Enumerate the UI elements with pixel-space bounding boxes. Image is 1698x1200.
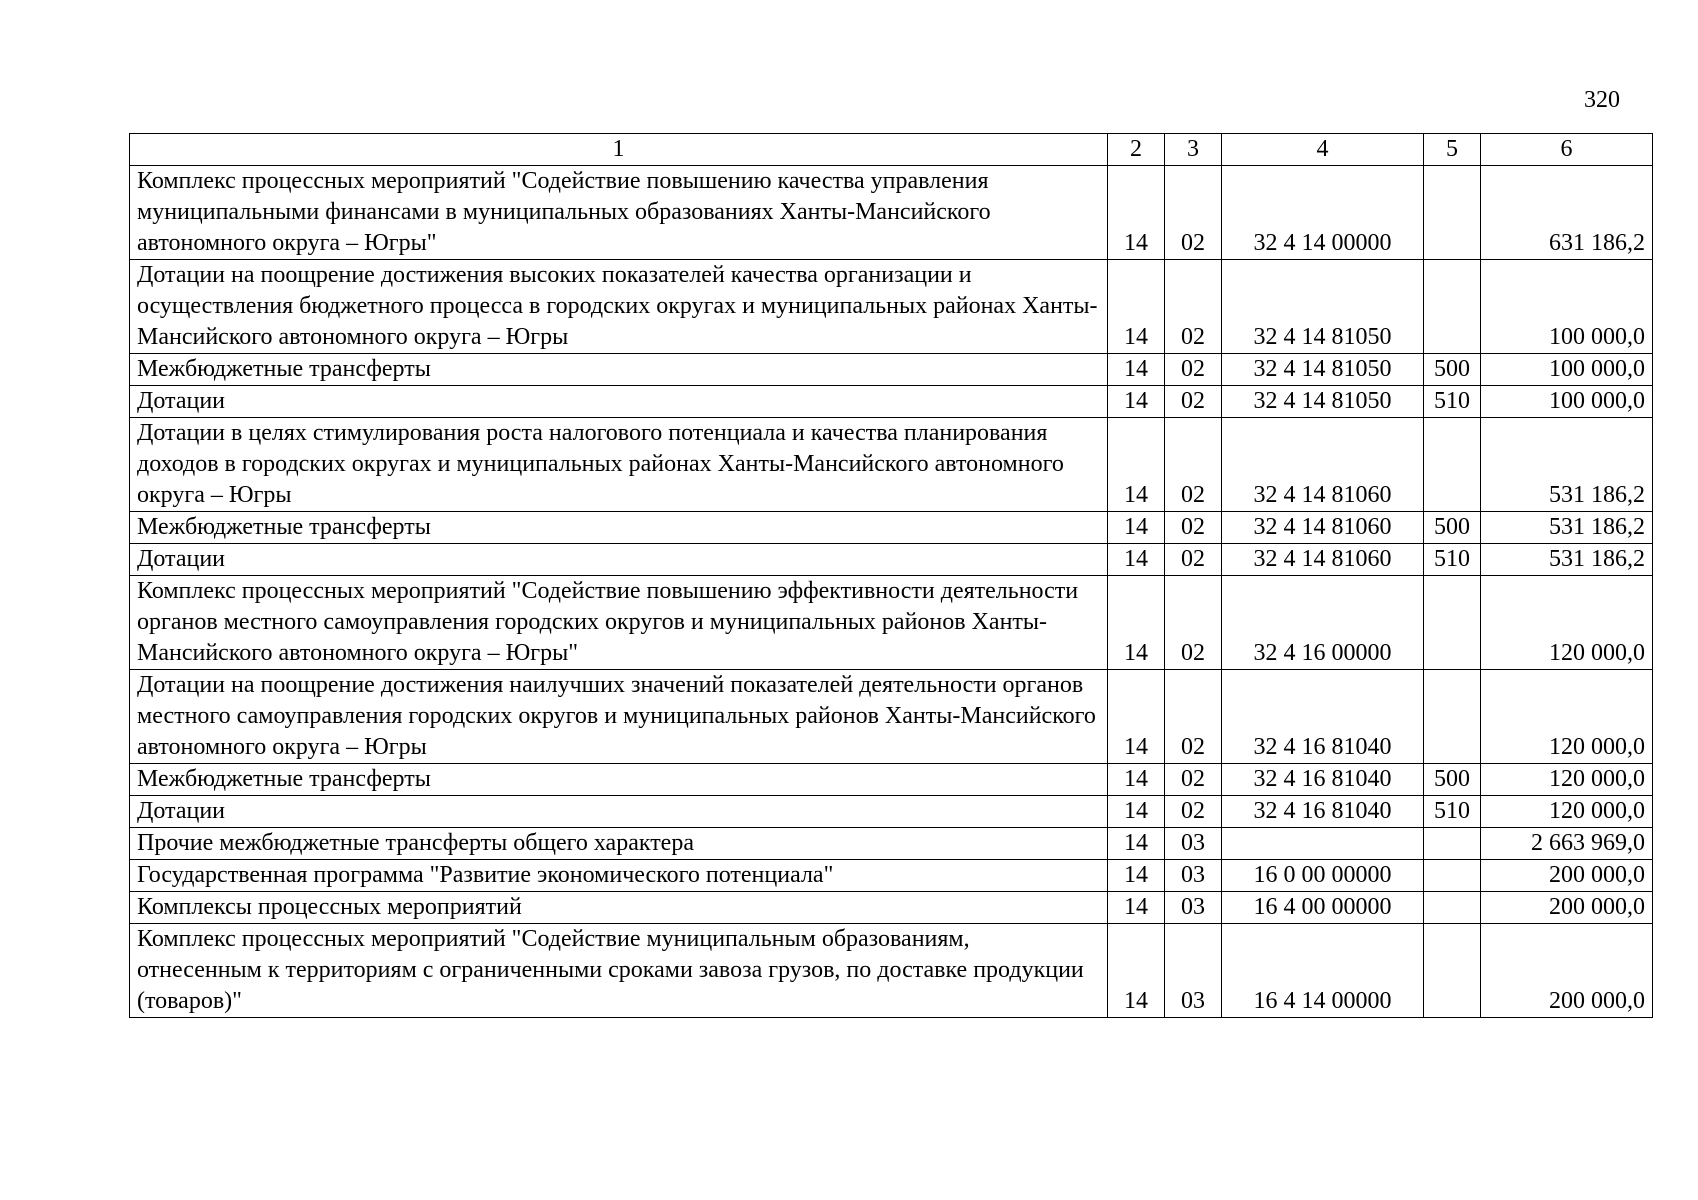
- row-section: 14: [1108, 576, 1165, 670]
- row-section: 14: [1108, 796, 1165, 828]
- row-target-article: 32 4 16 00000: [1222, 576, 1424, 670]
- row-name: Дотации: [130, 796, 1108, 828]
- row-target-article: 32 4 14 81050: [1222, 354, 1424, 386]
- row-target-article: 32 4 16 81040: [1222, 796, 1424, 828]
- row-subsection: 02: [1165, 576, 1222, 670]
- row-name: Комплексы процессных мероприятий: [130, 892, 1108, 924]
- row-amount: 2 663 969,0: [1481, 828, 1653, 860]
- table-row: [130, 418, 1653, 512]
- row-section: 14: [1108, 924, 1165, 1018]
- table-row: [130, 796, 1653, 828]
- row-name: Комплекс процессных мероприятий "Содействие повышению эффективности деятельности органов местного самоуправления городских округов и муниципальных районов Ханты-Мансийского автономного округа – Югры": [130, 576, 1108, 670]
- row-expense-type: [1424, 670, 1481, 764]
- header-cell: 4: [1222, 134, 1424, 166]
- budget-table: [129, 133, 1653, 1018]
- row-name: Межбюджетные трансферты: [130, 764, 1108, 796]
- table-row: [130, 544, 1653, 576]
- header-cell: 6: [1481, 134, 1653, 166]
- row-expense-type: [1424, 166, 1481, 260]
- row-subsection: 02: [1165, 796, 1222, 828]
- row-target-article: 32 4 14 81060: [1222, 512, 1424, 544]
- row-target-article: 32 4 16 81040: [1222, 670, 1424, 764]
- row-expense-type: [1424, 828, 1481, 860]
- row-expense-type: 510: [1424, 544, 1481, 576]
- row-target-article: 32 4 14 81060: [1222, 544, 1424, 576]
- header-cell: 5: [1424, 134, 1481, 166]
- row-section: 14: [1108, 764, 1165, 796]
- row-name: Комплекс процессных мероприятий "Содействие муниципальным образованиям, отнесенным к территориям с ограниченными сроками завоза грузов, по доставке продукции (товаров)": [130, 924, 1108, 1018]
- row-section: 14: [1108, 354, 1165, 386]
- row-expense-type: [1424, 892, 1481, 924]
- row-expense-type: 500: [1424, 764, 1481, 796]
- row-amount: 120 000,0: [1481, 670, 1653, 764]
- row-expense-type: [1424, 418, 1481, 512]
- row-amount: 120 000,0: [1481, 796, 1653, 828]
- row-target-article: 16 4 14 00000: [1222, 924, 1424, 1018]
- table-row: [130, 576, 1653, 670]
- row-section: 14: [1108, 386, 1165, 418]
- row-target-article: 16 0 00 00000: [1222, 860, 1424, 892]
- row-name: Дотации на поощрение достижения наилучших значений показателей деятельности органов местного самоуправления городских округов и муниципальных районов Ханты-Мансийского автономного округа – Югры: [130, 670, 1108, 764]
- table-row: [130, 828, 1653, 860]
- row-subsection: 02: [1165, 418, 1222, 512]
- row-expense-type: 510: [1424, 386, 1481, 418]
- row-subsection: 03: [1165, 860, 1222, 892]
- row-target-article: 32 4 14 81060: [1222, 418, 1424, 512]
- row-amount: 631 186,2: [1481, 166, 1653, 260]
- row-amount: 120 000,0: [1481, 764, 1653, 796]
- row-subsection: 02: [1165, 354, 1222, 386]
- row-name: Межбюджетные трансферты: [130, 354, 1108, 386]
- row-name: Межбюджетные трансферты: [130, 512, 1108, 544]
- table-row: [130, 386, 1653, 418]
- row-subsection: 03: [1165, 892, 1222, 924]
- row-expense-type: 500: [1424, 354, 1481, 386]
- row-name: Государственная программа "Развитие экономического потенциала": [130, 860, 1108, 892]
- table-row: [130, 260, 1653, 354]
- row-amount: 100 000,0: [1481, 386, 1653, 418]
- row-expense-type: 510: [1424, 796, 1481, 828]
- table-row: [130, 512, 1653, 544]
- row-expense-type: [1424, 924, 1481, 1018]
- row-expense-type: [1424, 860, 1481, 892]
- row-section: 14: [1108, 260, 1165, 354]
- row-section: 14: [1108, 828, 1165, 860]
- row-subsection: 02: [1165, 260, 1222, 354]
- row-amount: 531 186,2: [1481, 544, 1653, 576]
- row-section: 14: [1108, 166, 1165, 260]
- row-amount: 531 186,2: [1481, 512, 1653, 544]
- row-target-article: [1222, 828, 1424, 860]
- row-name: Дотации в целях стимулирования роста налогового потенциала и качества планирования доходов в городских округах и муниципальных районах Ханты-Мансийского автономного округа – Югры: [130, 418, 1108, 512]
- row-amount: 531 186,2: [1481, 418, 1653, 512]
- row-amount: 200 000,0: [1481, 892, 1653, 924]
- table-row: [130, 764, 1653, 796]
- row-section: 14: [1108, 544, 1165, 576]
- row-section: 14: [1108, 512, 1165, 544]
- row-subsection: 02: [1165, 166, 1222, 260]
- table-header-row: [130, 134, 1653, 166]
- row-section: 14: [1108, 418, 1165, 512]
- row-name: Прочие межбюджетные трансферты общего характера: [130, 828, 1108, 860]
- row-section: 14: [1108, 892, 1165, 924]
- row-target-article: 16 4 00 00000: [1222, 892, 1424, 924]
- row-amount: 120 000,0: [1481, 576, 1653, 670]
- row-name: Дотации: [130, 544, 1108, 576]
- row-amount: 200 000,0: [1481, 860, 1653, 892]
- table-row: [130, 892, 1653, 924]
- row-subsection: 03: [1165, 828, 1222, 860]
- row-subsection: 03: [1165, 924, 1222, 1018]
- row-subsection: 02: [1165, 764, 1222, 796]
- header-cell: 2: [1108, 134, 1165, 166]
- row-target-article: 32 4 14 00000: [1222, 166, 1424, 260]
- row-subsection: 02: [1165, 544, 1222, 576]
- row-target-article: 32 4 14 81050: [1222, 386, 1424, 418]
- table-row: [130, 924, 1653, 1018]
- table-row: [130, 166, 1653, 260]
- row-section: 14: [1108, 670, 1165, 764]
- table-row: [130, 354, 1653, 386]
- header-cell: 3: [1165, 134, 1222, 166]
- row-name: Дотации: [130, 386, 1108, 418]
- row-target-article: 32 4 16 81040: [1222, 764, 1424, 796]
- row-section: 14: [1108, 860, 1165, 892]
- row-amount: 100 000,0: [1481, 354, 1653, 386]
- table-row: [130, 860, 1653, 892]
- row-expense-type: [1424, 260, 1481, 354]
- table-row: [130, 670, 1653, 764]
- row-amount: 200 000,0: [1481, 924, 1653, 1018]
- header-cell: 1: [130, 134, 1108, 166]
- page-number: 320: [1584, 87, 1620, 113]
- row-subsection: 02: [1165, 386, 1222, 418]
- row-name: Дотации на поощрение достижения высоких показателей качества организации и осуществления бюджетного процесса в городских округах и муниципальных районах Ханты-Мансийского автономного округа – Югры: [130, 260, 1108, 354]
- row-subsection: 02: [1165, 670, 1222, 764]
- row-name: Комплекс процессных мероприятий "Содействие повышению качества управления муниципальными финансами в муниципальных образованиях Ханты-Мансийского автономного округа – Югры": [130, 166, 1108, 260]
- row-subsection: 02: [1165, 512, 1222, 544]
- row-expense-type: [1424, 576, 1481, 670]
- row-expense-type: 500: [1424, 512, 1481, 544]
- row-target-article: 32 4 14 81050: [1222, 260, 1424, 354]
- row-amount: 100 000,0: [1481, 260, 1653, 354]
